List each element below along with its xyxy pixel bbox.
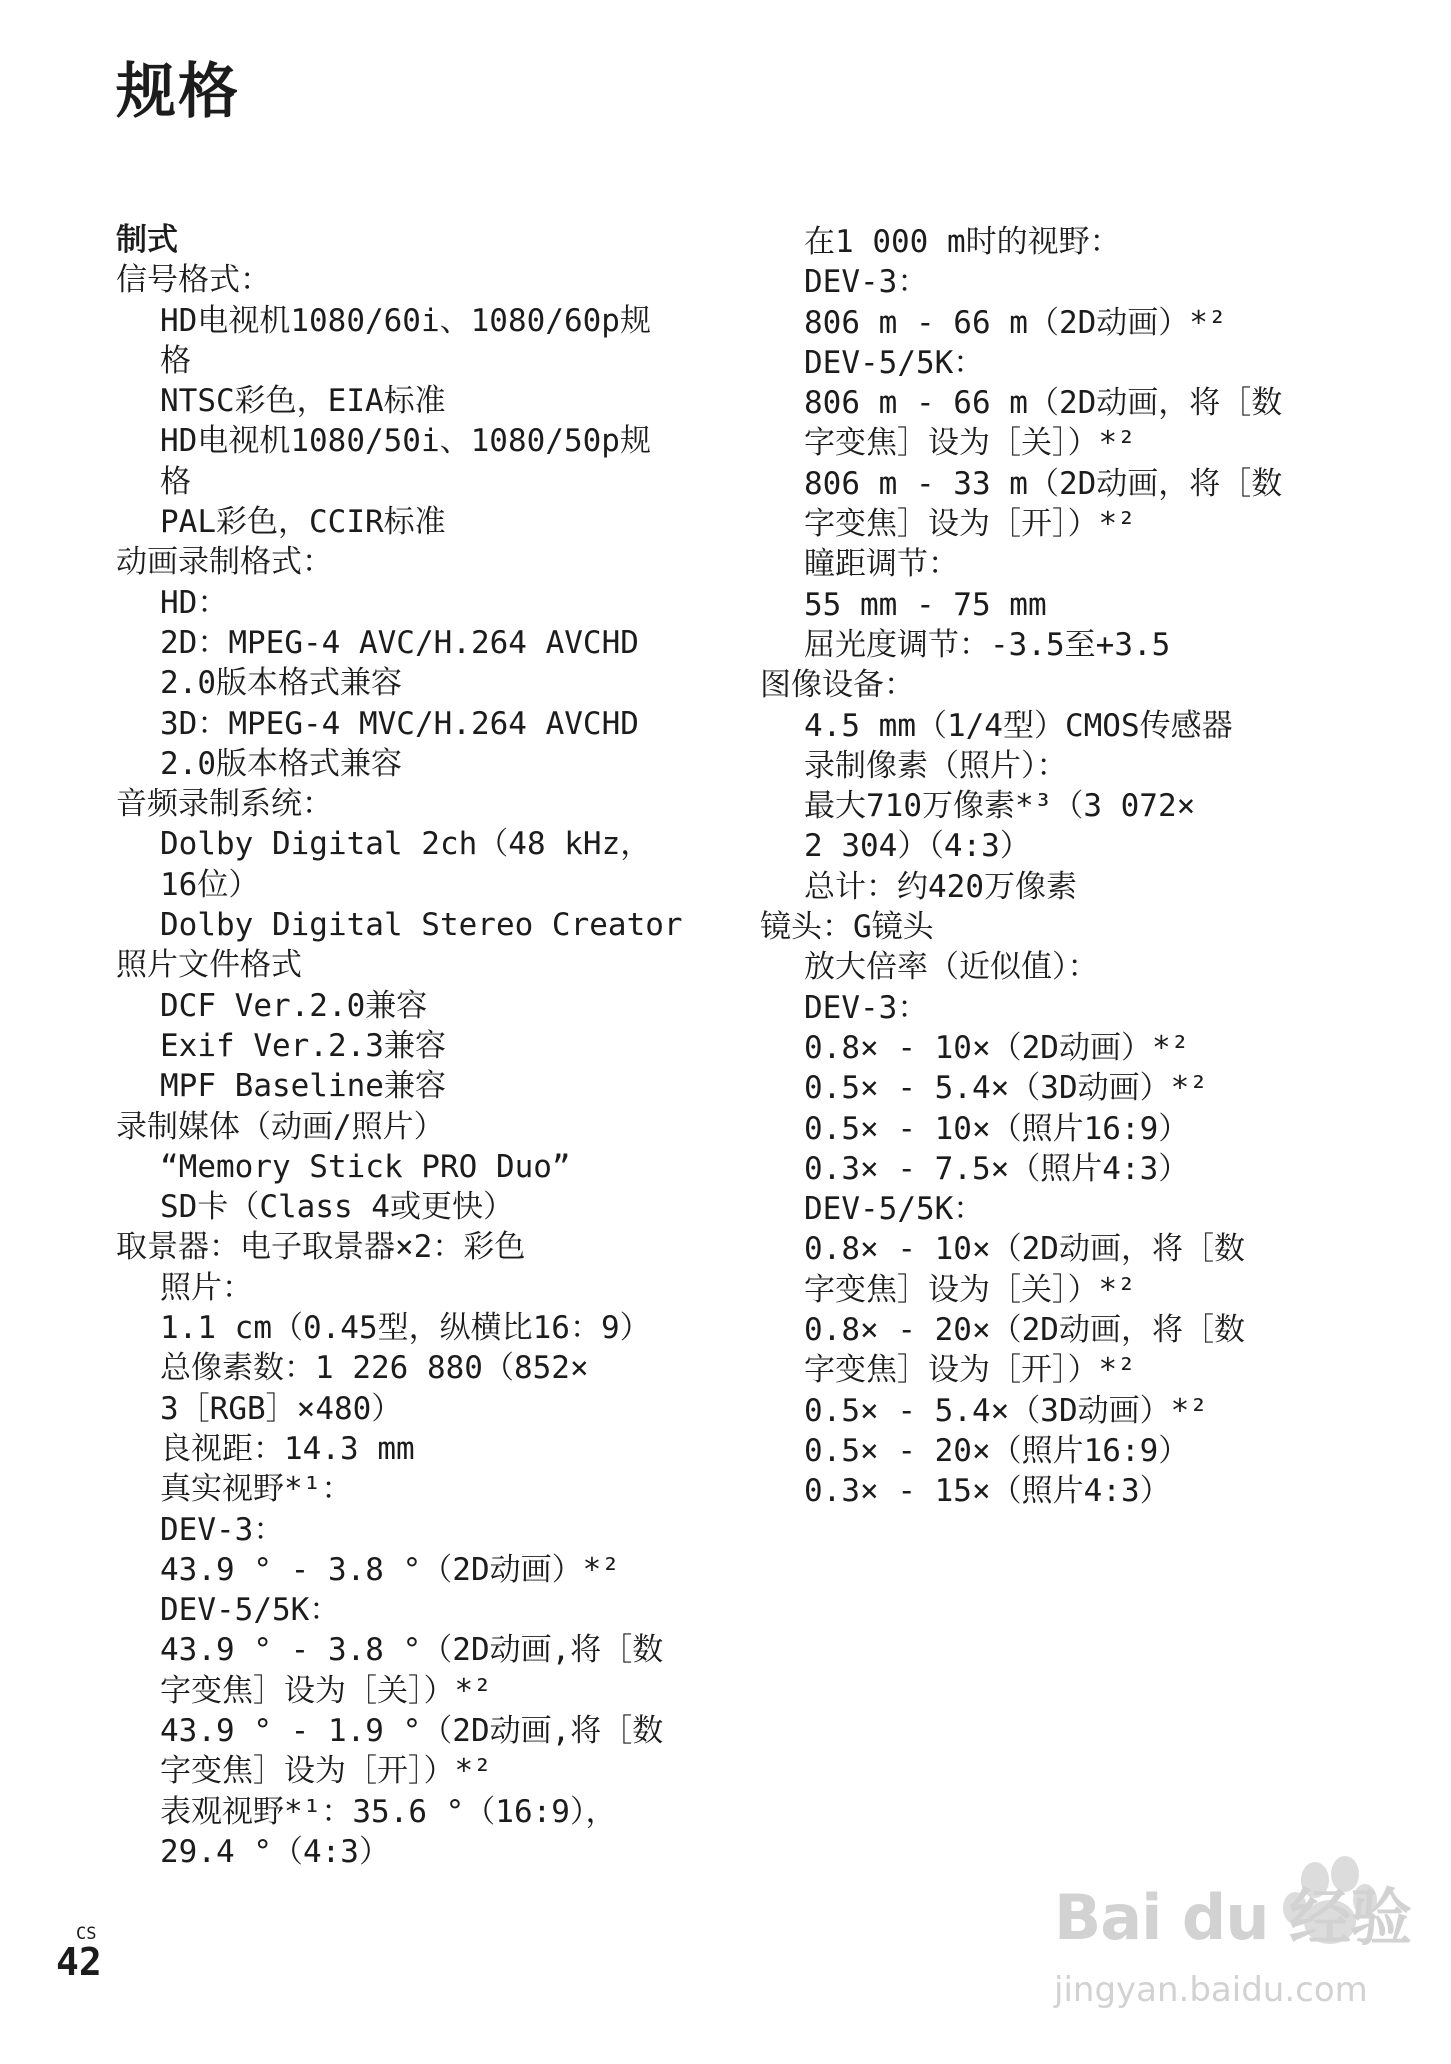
spec-line: 0.8× - 20×（2D动画，将［数: [804, 1312, 1245, 1349]
spec-line: 0.5× - 10×（照片16:9）: [804, 1110, 1190, 1147]
spec-line: Exif Ver.2.3兼容: [160, 1027, 446, 1064]
spec-line: 瞳距调节：: [804, 546, 959, 583]
spec-line: DCF Ver.2.0兼容: [160, 987, 428, 1024]
spec-line: 字变焦］设为［关］）*²: [804, 1271, 1136, 1308]
spec-line: 2.0版本格式兼容: [160, 665, 402, 702]
spec-line: 55 mm - 75 mm: [804, 586, 1047, 623]
spec-line: 放大倍率（近似值）：: [804, 949, 1099, 986]
spec-line: 0.5× - 5.4×（3D动画）*²: [804, 1392, 1208, 1429]
spec-line: 16位）: [160, 866, 260, 903]
page-number: 42: [56, 1940, 102, 1984]
page-language-label: CS: [76, 1924, 97, 1944]
spec-line: DEV-5/5K：: [160, 1592, 341, 1629]
page-title: 规格: [116, 57, 240, 127]
spec-line: 43.9 ° - 3.8 °（2D动画,将［数: [160, 1632, 664, 1669]
spec-line: 屈光度调节：-3.5至+3.5: [804, 626, 1171, 663]
spec-line: HD电视机1080/60i、1080/60p规: [160, 302, 651, 339]
spec-line: SD卡（Class 4或更快）: [160, 1189, 514, 1226]
spec-line: 镜头：G镜头: [760, 909, 934, 946]
spec-line: 良视距：14.3 mm: [160, 1430, 415, 1467]
spec-line: 字变焦］设为［关］）*²: [804, 425, 1136, 462]
spec-line: 2D：MPEG-4 AVC/H.264 AVCHD: [160, 624, 639, 661]
spec-line: 信号格式：: [116, 262, 271, 299]
spec-line: 43.9 ° - 3.8 °（2D动画）*²: [160, 1551, 620, 1588]
spec-line: 1.1 cm（0.45型，纵横比16：9）: [160, 1310, 651, 1347]
spec-line: 字变焦］设为［关］）*²: [160, 1672, 492, 1709]
spec-line: 29.4 °（4:3）: [160, 1833, 390, 1870]
spec-line: 0.8× - 10×（2D动画）*²: [804, 1029, 1190, 1066]
spec-line: 总计：约420万像素: [804, 868, 1077, 905]
spec-line: 录制媒体（动画/照片）: [116, 1108, 445, 1145]
spec-line: 在1 000 m时的视野：: [804, 224, 1121, 260]
spec-line: DEV-5/5K：: [804, 344, 985, 381]
spec-line: 806 m - 66 m（2D动画）*²: [804, 304, 1227, 341]
spec-line: 字变焦］设为［开］）*²: [804, 1352, 1136, 1389]
spec-line: 2.0版本格式兼容: [160, 745, 402, 782]
spec-line: 806 m - 66 m（2D动画，将［数: [804, 385, 1283, 422]
spec-line: 0.5× - 5.4×（3D动画）*²: [804, 1070, 1208, 1107]
spec-line: 真实视野*¹：: [160, 1471, 353, 1508]
spec-line: 2 304）（4:3）: [804, 828, 1031, 865]
spec-line: DEV-3：: [804, 264, 929, 301]
spec-line: 0.3× - 7.5×（照片4:3）: [804, 1150, 1190, 1187]
spec-line: 取景器：电子取景器×2：彩色: [116, 1229, 526, 1266]
spec-line: 音频录制系统：: [116, 786, 333, 823]
spec-line: 3D：MPEG-4 MVC/H.264 AVCHD: [160, 705, 639, 742]
spec-line: 43.9 ° - 1.9 °（2D动画,将［数: [160, 1712, 664, 1749]
spec-line: 806 m - 33 m（2D动画，将［数: [804, 465, 1283, 502]
spec-line: PAL彩色，CCIR标准: [160, 504, 446, 541]
spec-line: 照片：: [160, 1269, 253, 1306]
spec-line: 格: [160, 463, 191, 500]
spec-line: 0.3× - 15×（照片4:3）: [804, 1473, 1171, 1510]
spec-line: 最大710万像素*³（3 072×: [804, 788, 1196, 825]
spec-line: 总像素数：1 226 880（852×: [160, 1350, 589, 1387]
spec-line: 4.5 mm（1/4型）CMOS传感器: [804, 707, 1233, 744]
spec-line: 格: [160, 342, 191, 379]
watermark-url: jingyan.baidu.com: [1054, 1970, 1368, 2010]
spec-line: MPF Baseline兼容: [160, 1068, 446, 1105]
spec-line: 表观视野*¹：35.6 °（16:9），: [160, 1793, 617, 1830]
spec-line: Dolby Digital Stereo Creator: [160, 907, 683, 944]
spec-line: Dolby Digital 2ch（48 kHz，: [160, 826, 652, 863]
spec-column-right: [760, 222, 1380, 1512]
spec-line: 字变焦］设为［开］）*²: [160, 1753, 492, 1790]
spec-line: 动画录制格式：: [116, 544, 333, 581]
spec-line: 字变焦］设为［开］）*²: [804, 506, 1136, 543]
spec-column-left: [116, 220, 696, 1872]
spec-line: DEV-5/5K：: [804, 1191, 985, 1228]
spec-line: 照片文件格式: [116, 947, 302, 984]
spec-line: NTSC彩色，EIA标准: [160, 383, 446, 420]
spec-line: 图像设备：: [760, 667, 915, 704]
spec-line: HD：: [160, 584, 229, 621]
spec-line: DEV-3：: [804, 989, 929, 1026]
section-heading: 制式: [116, 222, 178, 258]
spec-line: 3［RGB］×480）: [160, 1390, 403, 1427]
spec-line: 0.8× - 10×（2D动画，将［数: [804, 1231, 1245, 1268]
watermark-logo: Bai du 经验: [1054, 1881, 1412, 1954]
spec-line: HD电视机1080/50i、1080/50p规: [160, 423, 651, 460]
spec-line: 0.5× - 20×（照片16:9）: [804, 1432, 1190, 1469]
spec-line: 录制像素（照片）：: [804, 747, 1068, 784]
spec-line: DEV-3：: [160, 1511, 285, 1548]
spec-line: “Memory Stick PRO Duo”: [160, 1148, 571, 1185]
